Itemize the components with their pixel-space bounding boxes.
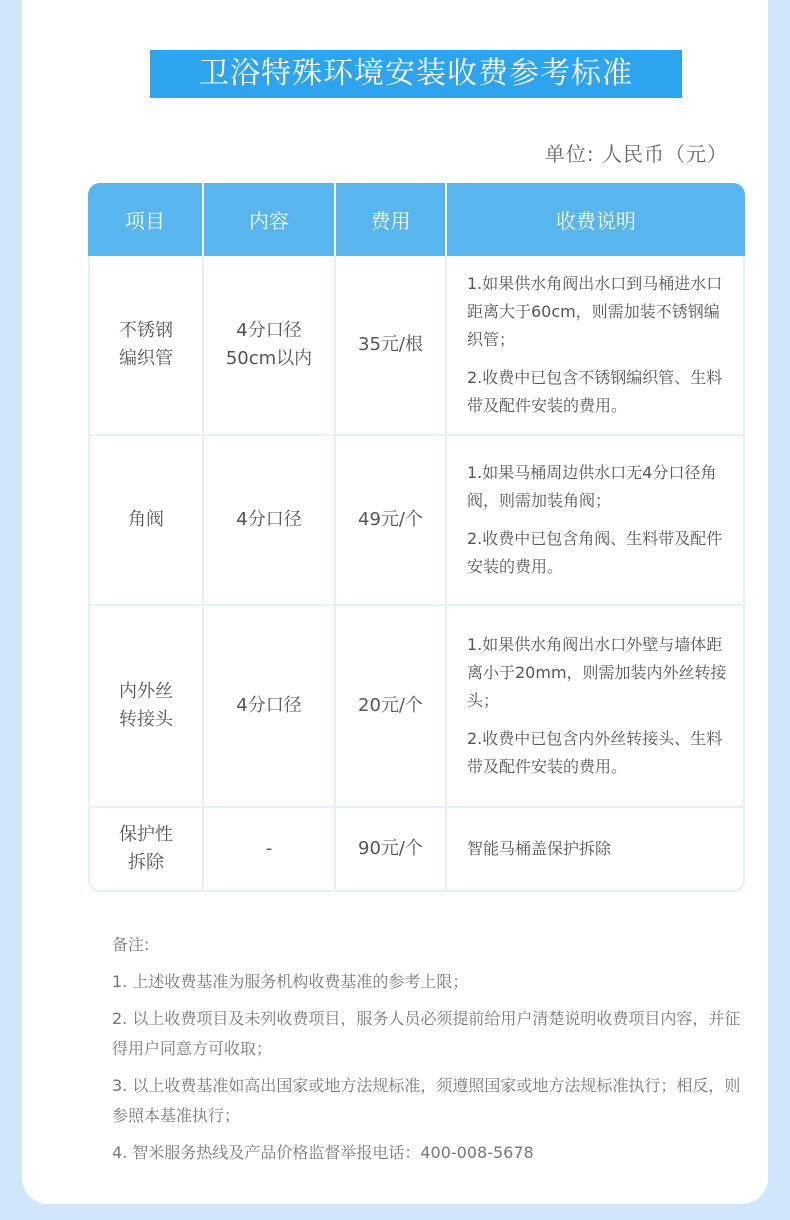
cell-description: 1.如果供水角阀出水口外壁与墙体距离小于20mm，则需加装内外丝转接头； 2.收费中已包含内外丝转接头、生料带及配件安装的费用。 [447,606,745,808]
table-header-row [88,183,745,256]
fee-table [88,183,745,892]
cell-description: 1.如果供水角阀出水口到马桶进水口距离大于60cm，则需加装不锈钢编织管； 2.收费中已包含不锈钢编织管、生料带及配件安装的费用。 [447,256,745,436]
header-description: 收费说明 [447,183,745,256]
cell-item: 保护性拆除 [88,808,204,892]
cell-description: 智能马桶盖保护拆除 [447,808,745,892]
note-item: 3. 以上收费基准如高出国家或地方法规标准，须遵照国家或地方法规标准执行；相反，则参照本基准执行； [112,1076,741,1125]
cell-fee: 35元/根 [336,256,447,436]
note-item: 4. 智米服务热线及产品价格监督举报电话：400-008-5678 [112,1143,534,1162]
cell-content: 4分口径 50cm以内 [204,256,336,436]
cell-item: 角阀 [88,436,204,606]
unit-label: 单位: 人民币（元） [544,142,728,166]
table-row [88,436,745,606]
header-content: 内容 [204,183,336,256]
cell-item: 不锈钢编织管 [88,256,204,436]
notes-heading: 备注: [112,935,150,954]
note-item: 2. 以上收费项目及未列收费项目，服务人员必须提前给用户清楚说明收费项目内容，并征得用户同意方可收取； [112,1009,741,1058]
page-title: 卫浴特殊环境安装收费参考标准 [150,50,682,98]
cell-description: 1.如果马桶周边供水口无4分口径角阀，则需加装角阀； 2.收费中已包含角阀、生料带及配件安装的费用。 [447,436,745,606]
table-row [88,256,745,436]
cell-fee: 90元/个 [336,808,447,892]
cell-content: - [204,808,336,892]
document-card [22,0,768,1204]
table-row [88,808,745,892]
notes-section [112,930,752,1175]
note-item: 1. 上述收费基准为服务机构收费基准的参考上限； [112,972,469,991]
table-row [88,606,745,808]
cell-fee: 49元/个 [336,436,447,606]
cell-item: 内外丝转接头 [88,606,204,808]
header-item: 项目 [88,183,204,256]
cell-content: 4分口径 [204,606,336,808]
cell-fee: 20元/个 [336,606,447,808]
cell-content: 4分口径 [204,436,336,606]
header-fee: 费用 [336,183,447,256]
